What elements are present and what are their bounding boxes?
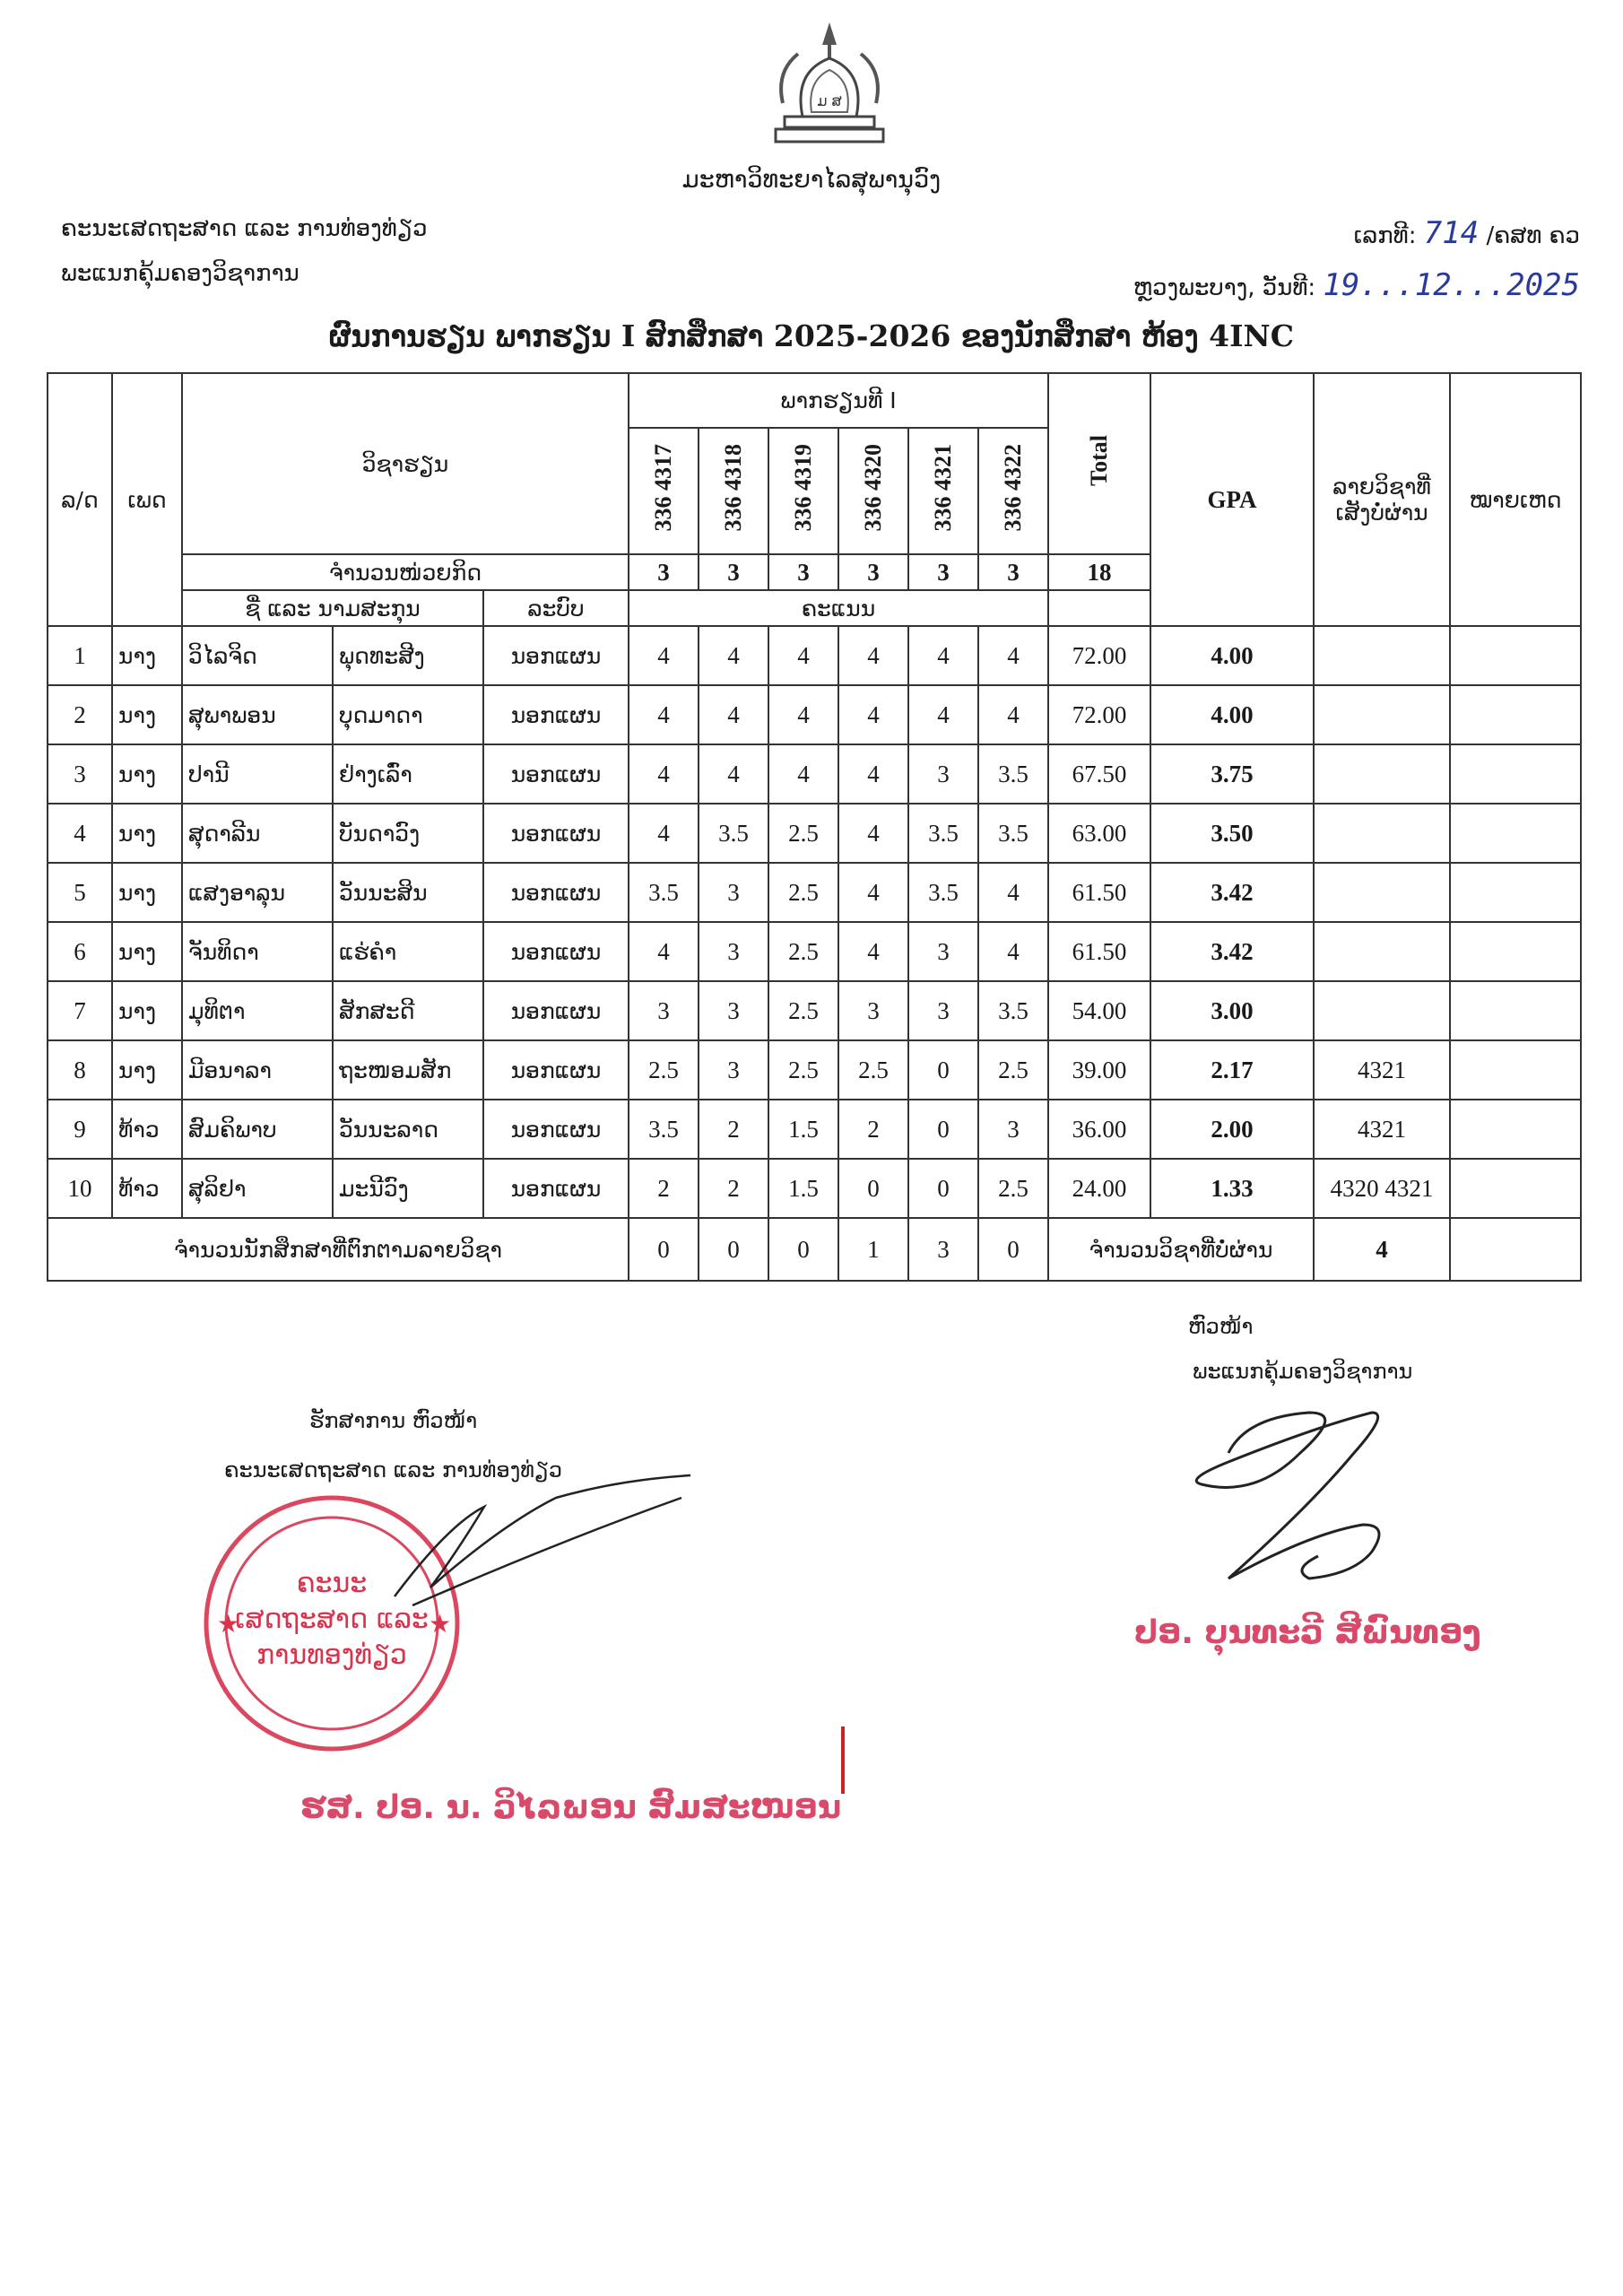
footer-failed-label: ຈຳນວນວິຊາທີ່ບໍ່ຜ່ານ <box>1048 1218 1314 1281</box>
row-first-name: ວິໄລຈິດ <box>182 626 333 685</box>
student-rows <box>48 626 1581 1218</box>
document-number <box>1354 215 1580 251</box>
row-score: 4 <box>768 685 838 744</box>
row-score: 4 <box>838 626 908 685</box>
row-program: ນອກແຜນ <box>483 1100 629 1159</box>
table-row <box>48 685 1581 744</box>
col-header-no: ລ/ດ <box>48 373 112 626</box>
row-score: 3 <box>699 1040 768 1100</box>
score-label: ຄະແນນ <box>629 590 1048 626</box>
row-failed <box>1314 744 1450 804</box>
credit-value: 3 <box>978 554 1048 590</box>
right-signature <box>1175 1399 1417 1596</box>
doc-no-suffix: /ຄສທ ຄວ <box>1486 222 1580 249</box>
row-score: 3 <box>908 922 978 981</box>
row-score: 4 <box>838 744 908 804</box>
row-gender: ທ້າວ <box>112 1100 182 1159</box>
row-no: 1 <box>48 626 112 685</box>
row-score: 4 <box>838 922 908 981</box>
row-score: 1.5 <box>768 1159 838 1218</box>
left-signer-dept: ຄະນະເສດຖະສາດ ແລະ ການທ່ອງທ່ຽວ <box>224 1457 563 1483</box>
row-score: 4 <box>629 685 699 744</box>
subject-code: 336 4320 <box>860 444 887 532</box>
row-no: 5 <box>48 863 112 922</box>
row-gpa: 3.75 <box>1150 744 1314 804</box>
row-score: 4 <box>629 804 699 863</box>
row-score: 2.5 <box>978 1040 1048 1100</box>
footer-label: ຈຳນວນນັກສຶກສາທີ່ຕົກຕາມລາຍວິຊາ <box>48 1218 629 1281</box>
row-score: 3.5 <box>629 863 699 922</box>
row-failed <box>1314 922 1450 981</box>
credit-value: 3 <box>768 554 838 590</box>
subject-code: 336 4321 <box>930 444 957 532</box>
row-score: 0 <box>908 1100 978 1159</box>
row-total: 54.00 <box>1048 981 1150 1040</box>
red-mark <box>841 1726 845 1794</box>
row-score: 3.5 <box>699 804 768 863</box>
row-remarks <box>1450 1100 1581 1159</box>
row-score: 0 <box>908 1040 978 1100</box>
footer-count: 0 <box>768 1218 838 1281</box>
row-gpa: 3.50 <box>1150 804 1314 863</box>
col-header-semester: ພາກຮຽນທີ I <box>629 373 1048 428</box>
row-score: 4 <box>978 863 1048 922</box>
credit-value: 3 <box>838 554 908 590</box>
row-score: 2.5 <box>629 1040 699 1100</box>
grades-table <box>47 372 1582 1282</box>
row-program: ນອກແຜນ <box>483 1159 629 1218</box>
col-header-remarks: ໝາຍເຫດ <box>1450 373 1581 626</box>
row-failed <box>1314 685 1450 744</box>
place-label: ຫຼວງພະບາງ, ວັນທີ: <box>1133 274 1316 301</box>
row-total: 72.00 <box>1048 685 1150 744</box>
row-score: 3.5 <box>978 744 1048 804</box>
score-label-spacer <box>1048 590 1150 626</box>
row-first-name: ມຸທິຕາ <box>182 981 333 1040</box>
row-failed <box>1314 626 1450 685</box>
row-score: 4 <box>838 863 908 922</box>
row-failed <box>1314 981 1450 1040</box>
row-gpa: 2.17 <box>1150 1040 1314 1100</box>
row-score: 2.5 <box>978 1159 1048 1218</box>
row-score: 3 <box>629 981 699 1040</box>
row-score: 4 <box>908 685 978 744</box>
footer-count: 0 <box>629 1218 699 1281</box>
svg-text:ເສດຖະສາດ ແລະ: ເສດຖະສາດ ແລະ <box>235 1604 429 1635</box>
row-first-name: ຈັນທິດາ <box>182 922 333 981</box>
row-score: 3 <box>838 981 908 1040</box>
col-header-gpa: GPA <box>1150 373 1314 626</box>
row-gender: ນາງ <box>112 804 182 863</box>
place-date <box>1133 267 1580 303</box>
right-signer-title: ຫົວໜ້າ <box>1188 1314 1254 1339</box>
subject-code: 336 4318 <box>720 444 747 532</box>
row-total: 39.00 <box>1048 1040 1150 1100</box>
svg-text:★: ★ <box>429 1609 452 1639</box>
table-row <box>48 1159 1581 1218</box>
row-total: 61.50 <box>1048 922 1150 981</box>
row-no: 8 <box>48 1040 112 1100</box>
row-total: 24.00 <box>1048 1159 1150 1218</box>
row-score: 1.5 <box>768 1100 838 1159</box>
right-signer-name: ປອ. ບຸນທະວີ ສີພົນທອງ <box>1134 1614 1481 1651</box>
row-remarks <box>1450 1159 1581 1218</box>
table-row <box>48 626 1581 685</box>
row-gender: ນາງ <box>112 1040 182 1100</box>
row-score: 4 <box>978 922 1048 981</box>
col-header-gender: ເພດ <box>112 373 182 626</box>
row-score: 4 <box>629 744 699 804</box>
document-title: ຜົນການຮຽນ ພາກຮຽນ I ສົກສຶກສາ 2025-2026 ຂອງນັກສຶກສາ ຫ້ອງ 4INC <box>329 318 1294 353</box>
row-score: 2 <box>699 1159 768 1218</box>
footer-count: 1 <box>838 1218 908 1281</box>
row-last-name: ວັນນະສິນ <box>333 863 483 922</box>
credit-value: 3 <box>629 554 699 590</box>
row-score: 3 <box>908 744 978 804</box>
doc-no-label: ເລກທີ: <box>1353 222 1417 249</box>
table-row <box>48 1040 1581 1100</box>
row-program: ນອກແຜນ <box>483 863 629 922</box>
row-score: 2 <box>629 1159 699 1218</box>
row-score: 3.5 <box>978 804 1048 863</box>
row-first-name: ແສງອາລຸນ <box>182 863 333 922</box>
table-row <box>48 981 1581 1040</box>
row-score: 2.5 <box>768 863 838 922</box>
row-last-name: ພຸດທະສີງ <box>333 626 483 685</box>
name-label: ຊື່ ແລະ ນາມສະກຸນ <box>182 590 483 626</box>
row-gender: ທ້າວ <box>112 1159 182 1218</box>
row-failed: 4321 <box>1314 1040 1450 1100</box>
subject-code: 336 4319 <box>790 444 817 532</box>
row-no: 10 <box>48 1159 112 1218</box>
row-score: 3.5 <box>908 804 978 863</box>
col-header-subject: ວິຊາຮຽນ <box>182 373 629 554</box>
credit-value: 3 <box>908 554 978 590</box>
faculty-name: ຄະນະເສດຖະສາດ ແລະ ການທ່ອງທ່ຽວ <box>61 215 428 242</box>
row-gender: ນາງ <box>112 922 182 981</box>
row-score: 4 <box>908 626 978 685</box>
subject-code: 336 4322 <box>1000 444 1027 532</box>
row-remarks <box>1450 626 1581 685</box>
doc-no-value: 714 <box>1423 215 1480 251</box>
table-row <box>48 804 1581 863</box>
program-label: ລະບົບ <box>483 590 629 626</box>
row-score: 3.5 <box>629 1100 699 1159</box>
table-row <box>48 863 1581 922</box>
row-first-name: ສຸລິຢາ <box>182 1159 333 1218</box>
footer-count: 0 <box>978 1218 1048 1281</box>
row-total: 61.50 <box>1048 863 1150 922</box>
credit-value: 3 <box>699 554 768 590</box>
date-value: 19...12...2025 <box>1323 267 1580 303</box>
row-gpa: 3.42 <box>1150 863 1314 922</box>
row-remarks <box>1450 685 1581 744</box>
row-gpa: 2.00 <box>1150 1100 1314 1159</box>
table-row <box>48 744 1581 804</box>
row-score: 2.5 <box>768 804 838 863</box>
row-remarks <box>1450 804 1581 863</box>
row-total: 67.50 <box>1048 744 1150 804</box>
row-last-name: ມະນີວົງ <box>333 1159 483 1218</box>
footer-count: 0 <box>699 1218 768 1281</box>
right-signer-dept: ພະແນກຄຸ້ມຄອງວິຊາການ <box>1193 1359 1413 1384</box>
department-name: ພະແນກຄຸ້ມຄອງວິຊາການ <box>61 260 299 287</box>
row-first-name: ສຸພາພອນ <box>182 685 333 744</box>
row-first-name: ປານີ <box>182 744 333 804</box>
row-remarks <box>1450 744 1581 804</box>
footer-blank <box>1450 1218 1581 1281</box>
footer-failed-count: 4 <box>1314 1218 1450 1281</box>
subject-code: 336 4317 <box>650 444 677 532</box>
left-signature <box>377 1471 699 1614</box>
row-score: 2.5 <box>768 1040 838 1100</box>
row-score: 4 <box>699 744 768 804</box>
row-total: 63.00 <box>1048 804 1150 863</box>
row-score: 4 <box>838 685 908 744</box>
row-failed: 4320 4321 <box>1314 1159 1450 1218</box>
row-gender: ນາງ <box>112 744 182 804</box>
row-no: 9 <box>48 1100 112 1159</box>
row-score: 4 <box>699 685 768 744</box>
col-header-total: Total <box>1086 435 1113 486</box>
row-score: 0 <box>838 1159 908 1218</box>
row-total: 36.00 <box>1048 1100 1150 1159</box>
row-gender: ນາງ <box>112 981 182 1040</box>
university-logo <box>767 18 892 152</box>
row-remarks <box>1450 863 1581 922</box>
row-score: 0 <box>908 1159 978 1218</box>
row-last-name: ບັນດາວົງ <box>333 804 483 863</box>
row-score: 3 <box>908 981 978 1040</box>
row-gpa: 4.00 <box>1150 626 1314 685</box>
row-gpa: 3.00 <box>1150 981 1314 1040</box>
row-no: 7 <box>48 981 112 1040</box>
row-gender: ນາງ <box>112 863 182 922</box>
row-program: ນອກແຜນ <box>483 981 629 1040</box>
row-score: 4 <box>629 626 699 685</box>
row-no: 2 <box>48 685 112 744</box>
row-last-name: ສັກສະດີ <box>333 981 483 1040</box>
row-failed <box>1314 863 1450 922</box>
row-remarks <box>1450 981 1581 1040</box>
row-score: 3.5 <box>978 981 1048 1040</box>
row-gender: ນາງ <box>112 626 182 685</box>
row-first-name: ມີອນາລາ <box>182 1040 333 1100</box>
row-no: 6 <box>48 922 112 981</box>
row-score: 2 <box>838 1100 908 1159</box>
svg-text:ຄະນະ: ຄະນະ <box>296 1568 368 1599</box>
row-score: 3 <box>699 922 768 981</box>
row-last-name: ຢ່າງເລົ່າ <box>333 744 483 804</box>
university-name: ມະຫາວິທະຍາໄລສຸພານຸວົງ <box>681 166 942 194</box>
row-score: 4 <box>699 626 768 685</box>
row-first-name: ສົມຄິພາບ <box>182 1100 333 1159</box>
row-last-name: ຖະໜອມສັກ <box>333 1040 483 1100</box>
row-score: 4 <box>978 626 1048 685</box>
row-program: ນອກແຜນ <box>483 744 629 804</box>
svg-text:ການທອງທ່ຽວ: ການທອງທ່ຽວ <box>256 1639 407 1671</box>
row-last-name: ວັນນະລາດ <box>333 1100 483 1159</box>
credits-total: 18 <box>1048 554 1150 590</box>
row-gpa: 4.00 <box>1150 685 1314 744</box>
row-program: ນອກແຜນ <box>483 922 629 981</box>
row-score: 4 <box>838 804 908 863</box>
row-score: 4 <box>978 685 1048 744</box>
left-signer-name: ຮສ. ປອ. ນ. ວິໄລພອນ ສົມສະໜອນ <box>300 1789 842 1826</box>
row-score: 3.5 <box>908 863 978 922</box>
row-total: 72.00 <box>1048 626 1150 685</box>
row-first-name: ສຸດາລີນ <box>182 804 333 863</box>
row-remarks <box>1450 922 1581 981</box>
col-header-failed: ລາຍວິຊາທີ່ເສັງບໍ່ຜ່ານ <box>1314 373 1450 626</box>
footer-count: 3 <box>908 1218 978 1281</box>
row-failed <box>1314 804 1450 863</box>
row-program: ນອກແຜນ <box>483 626 629 685</box>
row-score: 3 <box>978 1100 1048 1159</box>
row-gpa: 3.42 <box>1150 922 1314 981</box>
row-score: 3 <box>699 863 768 922</box>
row-gpa: 1.33 <box>1150 1159 1314 1218</box>
row-remarks <box>1450 1040 1581 1100</box>
row-program: ນອກແຜນ <box>483 1040 629 1100</box>
row-score: 2.5 <box>768 922 838 981</box>
table-row <box>48 1100 1581 1159</box>
row-score: 2 <box>699 1100 768 1159</box>
row-no: 4 <box>48 804 112 863</box>
svg-text:ມ ສ: ມ ສ <box>817 92 842 109</box>
row-failed: 4321 <box>1314 1100 1450 1159</box>
row-score: 2.5 <box>838 1040 908 1100</box>
row-program: ນອກແຜນ <box>483 685 629 744</box>
row-program: ນອກແຜນ <box>483 804 629 863</box>
left-signer-title: ຮັກສາການ ຫົວໜ້າ <box>309 1408 478 1433</box>
svg-text:★: ★ <box>217 1609 240 1639</box>
row-score: 3 <box>699 981 768 1040</box>
row-gender: ນາງ <box>112 685 182 744</box>
row-score: 4 <box>768 744 838 804</box>
row-score: 2.5 <box>768 981 838 1040</box>
row-last-name: ແຮ່ຄຳ <box>333 922 483 981</box>
row-no: 3 <box>48 744 112 804</box>
row-score: 4 <box>629 922 699 981</box>
table-row <box>48 922 1581 981</box>
credits-label: ຈຳນວນໜ່ວຍກິດ <box>182 554 629 590</box>
row-last-name: ບຸດມາດາ <box>333 685 483 744</box>
row-score: 4 <box>768 626 838 685</box>
